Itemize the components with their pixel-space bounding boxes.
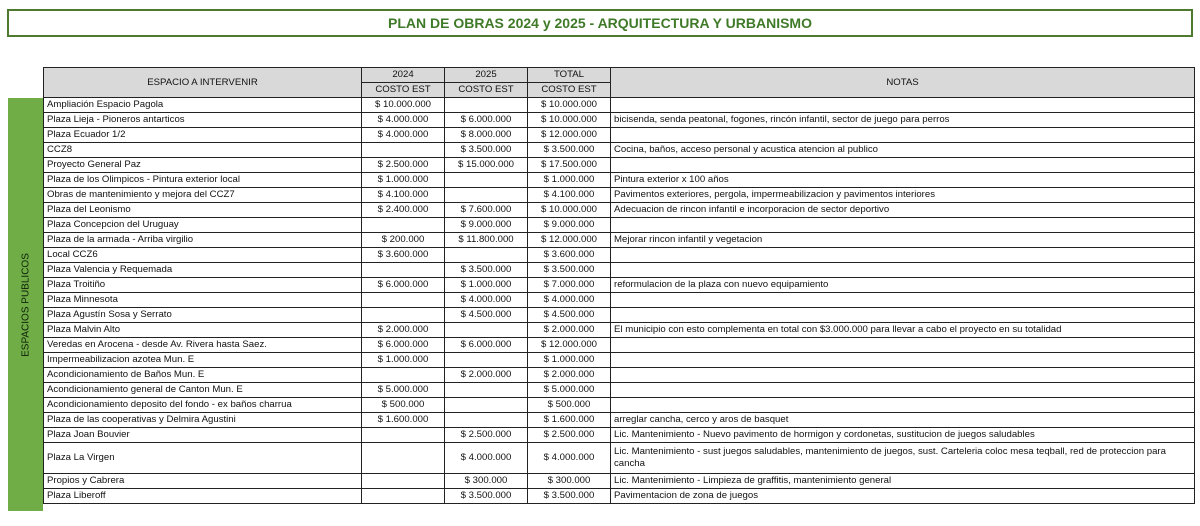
cell-cost-2024: $ 2.400.000 — [362, 203, 445, 218]
table-row — [44, 233, 1195, 248]
cell-notes: bicisenda, senda peatonal, fogones, rincón infantil, sector de juego para perros — [611, 113, 1195, 128]
cell-space: Plaza Joan Bouvier — [44, 428, 362, 443]
table-row — [44, 278, 1195, 293]
cell-cost-total: $ 10.000.000 — [528, 98, 611, 113]
cell-cost-2025: $ 3.500.000 — [445, 143, 528, 158]
cell-notes: Lic. Mantenimiento - Nuevo pavimento de hormigon y cordonetas, sustitucion de juegos saludables — [611, 428, 1195, 443]
cell-cost-2024: $ 5.000.000 — [362, 383, 445, 398]
cell-space: Plaza de las cooperativas y Delmira Agustini — [44, 413, 362, 428]
cell-space: Acondicionamiento general de Canton Mun. E — [44, 383, 362, 398]
cell-cost-total: $ 2.000.000 — [528, 368, 611, 383]
cell-cost-total: $ 300.000 — [528, 474, 611, 489]
cell-cost-total: $ 7.000.000 — [528, 278, 611, 293]
cell-cost-2024 — [362, 489, 445, 504]
cell-cost-total: $ 2.500.000 — [528, 428, 611, 443]
cell-cost-2024: $ 6.000.000 — [362, 278, 445, 293]
cell-space: Proyecto General Paz — [44, 158, 362, 173]
cell-space: Obras de mantenimiento y mejora del CCZ7 — [44, 188, 362, 203]
cell-cost-2025: $ 2.000.000 — [445, 368, 528, 383]
header-notes: NOTAS — [611, 68, 1195, 98]
cell-notes: arreglar cancha, cerco y aros de basquet — [611, 413, 1195, 428]
table-row — [44, 263, 1195, 278]
cell-cost-2025 — [445, 173, 528, 188]
table-row — [44, 203, 1195, 218]
cell-notes: Pavimentacion de zona de juegos — [611, 489, 1195, 504]
cell-cost-2025: $ 3.500.000 — [445, 263, 528, 278]
cell-notes: Lic. Mantenimiento - Limpieza de graffitis, mantenimiento general — [611, 474, 1195, 489]
category-sidebar — [8, 98, 43, 511]
cell-notes — [611, 263, 1195, 278]
cell-cost-2025: $ 3.500.000 — [445, 489, 528, 504]
table-row — [44, 383, 1195, 398]
page-title: PLAN DE OBRAS 2024 y 2025 - ARQUITECTURA Y URBANISMO — [7, 9, 1193, 37]
cell-space: Plaza de los Olimpicos - Pintura exterior local — [44, 173, 362, 188]
table-row — [44, 113, 1195, 128]
cell-cost-2024: $ 3.600.000 — [362, 248, 445, 263]
cell-cost-2025: $ 4.000.000 — [445, 443, 528, 474]
cell-notes — [611, 248, 1195, 263]
cell-space: Plaza del Leonismo — [44, 203, 362, 218]
cell-cost-2024: $ 200.000 — [362, 233, 445, 248]
cell-space: Plaza Concepcion del Uruguay — [44, 218, 362, 233]
header-cost-2024: COSTO EST — [362, 83, 445, 98]
table-row — [44, 173, 1195, 188]
cell-cost-2025: $ 8.000.000 — [445, 128, 528, 143]
cell-cost-total: $ 12.000.000 — [528, 128, 611, 143]
cell-cost-total: $ 9.000.000 — [528, 218, 611, 233]
cell-notes — [611, 98, 1195, 113]
header-total: TOTAL — [528, 68, 611, 83]
cell-cost-total: $ 5.000.000 — [528, 383, 611, 398]
cell-cost-2024 — [362, 263, 445, 278]
table-row — [44, 293, 1195, 308]
cell-cost-total: $ 10.000.000 — [528, 113, 611, 128]
cell-space: Plaza Ecuador 1/2 — [44, 128, 362, 143]
cell-space: Plaza Valencia y Requemada — [44, 263, 362, 278]
cell-cost-2024 — [362, 443, 445, 474]
table-row — [44, 218, 1195, 233]
cell-notes — [611, 308, 1195, 323]
cell-cost-2024: $ 4.000.000 — [362, 128, 445, 143]
cell-cost-2024 — [362, 143, 445, 158]
cell-cost-2025: $ 7.600.000 — [445, 203, 528, 218]
cell-cost-2025 — [445, 383, 528, 398]
cell-cost-2024: $ 1.600.000 — [362, 413, 445, 428]
cell-cost-total: $ 4.500.000 — [528, 308, 611, 323]
cell-notes: El municipio con esto complementa en total con $3.000.000 para llevar a cabo el proyecto en su totalidad — [611, 323, 1195, 338]
cell-cost-2025: $ 6.000.000 — [445, 113, 528, 128]
cell-space: Plaza Agustín Sosa y Serrato — [44, 308, 362, 323]
table-row — [44, 248, 1195, 263]
cell-cost-2025: $ 15.000.000 — [445, 158, 528, 173]
cell-cost-2025: $ 1.000.000 — [445, 278, 528, 293]
cell-cost-2024: $ 2.500.000 — [362, 158, 445, 173]
cell-cost-2024 — [362, 428, 445, 443]
cell-cost-2024: $ 4.100.000 — [362, 188, 445, 203]
cell-notes: Adecuacion de rincon infantil e incorporacion de sector deportivo — [611, 203, 1195, 218]
cell-notes — [611, 128, 1195, 143]
table-row — [44, 98, 1195, 113]
table-row — [44, 128, 1195, 143]
cell-cost-2025: $ 4.500.000 — [445, 308, 528, 323]
cell-cost-2024: $ 6.000.000 — [362, 338, 445, 353]
table-row — [44, 188, 1195, 203]
table-row — [44, 368, 1195, 383]
cell-space: Plaza Liberoff — [44, 489, 362, 504]
cell-space: Plaza Troitiño — [44, 278, 362, 293]
table-row — [44, 338, 1195, 353]
table-row — [44, 143, 1195, 158]
cell-space: Plaza La Virgen — [44, 443, 362, 474]
cell-notes: Cocina, baños, acceso personal y acustica atencion al publico — [611, 143, 1195, 158]
cell-cost-total: $ 12.000.000 — [528, 233, 611, 248]
cell-notes — [611, 293, 1195, 308]
cell-notes — [611, 353, 1195, 368]
table-row — [44, 323, 1195, 338]
cell-cost-total: $ 17.500.000 — [528, 158, 611, 173]
cell-cost-total: $ 2.000.000 — [528, 323, 611, 338]
cell-space: Local CCZ6 — [44, 248, 362, 263]
cell-cost-2025 — [445, 353, 528, 368]
cell-cost-2024: $ 2.000.000 — [362, 323, 445, 338]
cell-cost-2025: $ 2.500.000 — [445, 428, 528, 443]
cell-cost-2024: $ 1.000.000 — [362, 353, 445, 368]
table-row — [44, 474, 1195, 489]
cell-notes — [611, 338, 1195, 353]
cell-cost-2025 — [445, 188, 528, 203]
cell-cost-2025: $ 300.000 — [445, 474, 528, 489]
cell-cost-total: $ 12.000.000 — [528, 338, 611, 353]
cell-cost-2025: $ 11.800.000 — [445, 233, 528, 248]
cell-cost-2025: $ 4.000.000 — [445, 293, 528, 308]
works-plan-table — [43, 67, 1195, 504]
cell-space: Acondicionamiento deposito del fondo - ex baños charrua — [44, 398, 362, 413]
cell-notes: Lic. Mantenimiento - sust juegos saludables, mantenimiento de juegos, sust. Carteleria coloc mesa teqball, red de proteccion para cancha — [611, 443, 1195, 474]
cell-cost-total: $ 3.500.000 — [528, 143, 611, 158]
header-cost-2025: COSTO EST — [445, 83, 528, 98]
cell-cost-2025 — [445, 248, 528, 263]
cell-cost-total: $ 10.000.000 — [528, 203, 611, 218]
cell-cost-2025 — [445, 398, 528, 413]
cell-space: Plaza Malvin Alto — [44, 323, 362, 338]
header-2024: 2024 — [362, 68, 445, 83]
table-row — [44, 308, 1195, 323]
table-row — [44, 443, 1195, 474]
cell-space: CCZ8 — [44, 143, 362, 158]
cell-cost-2025 — [445, 413, 528, 428]
table-row — [44, 158, 1195, 173]
cell-notes — [611, 218, 1195, 233]
cell-cost-total: $ 1.000.000 — [528, 353, 611, 368]
cell-space: Impermeabilizacion azotea Mun. E — [44, 353, 362, 368]
header-space: ESPACIO A INTERVENIR — [44, 68, 362, 98]
cell-cost-total: $ 500.000 — [528, 398, 611, 413]
cell-notes — [611, 398, 1195, 413]
cell-cost-2024: $ 500.000 — [362, 398, 445, 413]
table-row — [44, 428, 1195, 443]
cell-cost-2025 — [445, 98, 528, 113]
category-label: ESPACIOS PUBLICOS — [20, 252, 31, 357]
cell-cost-2025: $ 6.000.000 — [445, 338, 528, 353]
cell-space: Acondicionamiento de Baños Mun. E — [44, 368, 362, 383]
cell-cost-2024 — [362, 293, 445, 308]
cell-notes: Pavimentos exteriores, pergola, impermeabilizacion y pavimentos interiores — [611, 188, 1195, 203]
cell-notes — [611, 383, 1195, 398]
cell-space: Plaza Minnesota — [44, 293, 362, 308]
table-row — [44, 353, 1195, 368]
cell-cost-2024 — [362, 308, 445, 323]
cell-cost-2024: $ 4.000.000 — [362, 113, 445, 128]
cell-cost-total: $ 4.100.000 — [528, 188, 611, 203]
header-cost-total: COSTO EST — [528, 83, 611, 98]
cell-space: Plaza de la armada - Arriba virgilio — [44, 233, 362, 248]
table-row — [44, 413, 1195, 428]
cell-cost-2024 — [362, 368, 445, 383]
cell-space: Plaza Lieja - Pioneros antarticos — [44, 113, 362, 128]
cell-cost-2024 — [362, 474, 445, 489]
header-2025: 2025 — [445, 68, 528, 83]
cell-notes: Mejorar rincon infantil y vegetacion — [611, 233, 1195, 248]
cell-cost-total: $ 3.600.000 — [528, 248, 611, 263]
cell-notes — [611, 158, 1195, 173]
cell-cost-2025: $ 9.000.000 — [445, 218, 528, 233]
cell-notes: Pintura exterior x 100 años — [611, 173, 1195, 188]
cell-space: Propios y Cabrera — [44, 474, 362, 489]
cell-cost-total: $ 4.000.000 — [528, 293, 611, 308]
cell-cost-total: $ 1.000.000 — [528, 173, 611, 188]
table-row — [44, 398, 1195, 413]
cell-notes: reformulacion de la plaza con nuevo equipamiento — [611, 278, 1195, 293]
cell-cost-total: $ 4.000.000 — [528, 443, 611, 474]
cell-cost-2024: $ 1.000.000 — [362, 173, 445, 188]
cell-cost-total: $ 3.500.000 — [528, 489, 611, 504]
cell-space: Ampliación Espacio Pagola — [44, 98, 362, 113]
table-row — [44, 489, 1195, 504]
cell-cost-2024: $ 10.000.000 — [362, 98, 445, 113]
cell-space: Veredas en Arocena - desde Av. Rivera hasta Saez. — [44, 338, 362, 353]
cell-notes — [611, 368, 1195, 383]
cell-cost-2025 — [445, 323, 528, 338]
cell-cost-total: $ 1.600.000 — [528, 413, 611, 428]
cell-cost-total: $ 3.500.000 — [528, 263, 611, 278]
cell-cost-2024 — [362, 218, 445, 233]
